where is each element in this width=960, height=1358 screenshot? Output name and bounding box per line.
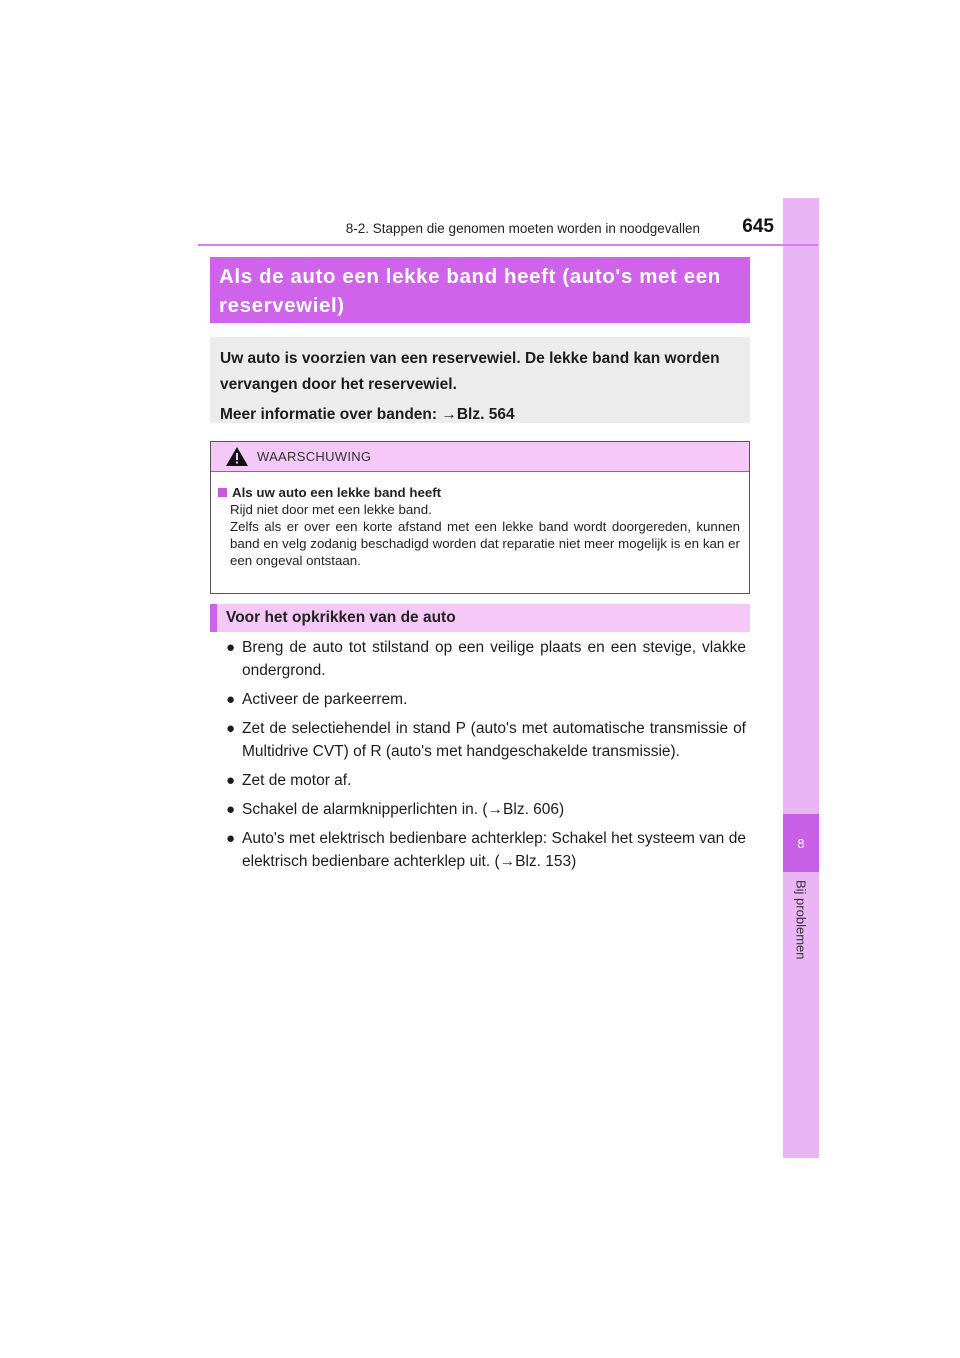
list-item: ● Zet de motor af.: [210, 769, 750, 792]
page-title: Als de auto een lekke band heeft (auto's met een reservewiel): [210, 257, 750, 323]
section-header: Voor het opkrikken van de auto: [210, 604, 750, 632]
list-item: ● Schakel de alarmknipperlichten in. (→Blz. 606): [210, 798, 750, 821]
warning-text-2: Zelfs als er over een korte afstand met een lekke band wordt doorgereden, kunnen band en velg zodanig beschadigd worden dat reparatie niet meer mogelijk is en kan er een ongeval ontstaan.: [230, 519, 740, 568]
bullet-icon: ●: [225, 639, 235, 656]
warning-box: [210, 441, 750, 594]
warning-triangle-icon: [225, 446, 249, 467]
warning-subtitle-text: Als uw auto een lekke band heeft: [232, 485, 442, 500]
breadcrumb: 8-2. Stappen die genomen moeten worden in noodgevallen: [345, 221, 700, 236]
page-number: 645: [742, 216, 774, 237]
warning-body: [211, 472, 749, 569]
list-item: ● Auto's met elektrisch bedienbare achterklep: Schakel het systeem van de elektrisch bedienbare achterklep uit. (→Blz. 153): [210, 827, 750, 873]
bullet-icon: ●: [225, 691, 235, 708]
bullet-icon: ●: [225, 801, 235, 818]
intro-line-2: Meer informatie over banden: →Blz. 564: [220, 406, 515, 423]
bullet-icon: ●: [225, 772, 235, 789]
warning-header: [211, 442, 749, 472]
bullet-icon: ●: [225, 830, 235, 847]
bullet-list: [210, 636, 750, 873]
side-tab: [783, 198, 819, 1158]
list-item: ● Zet de selectiehendel in stand P (auto's met automatische transmissie of Multidrive CVT) of R (auto's met handgeschakelde transmissie).: [210, 717, 750, 763]
header-rule: [198, 244, 818, 246]
intro-line-1: Uw auto is voorzien van een reservewiel. De lekke band kan worden vervangen door het reservewiel.: [220, 350, 720, 393]
bullet-icon: ●: [225, 720, 235, 737]
warning-text-1: Rijd niet door met een lekke band.: [230, 502, 432, 517]
warning-label: WAARSCHUWING: [257, 449, 372, 464]
list-item: ● Breng de auto tot stilstand op een veilige plaats en een stevige, vlakke ondergrond.: [210, 636, 750, 682]
warning-subtitle: [218, 484, 740, 501]
chapter-label: Bij problemen: [793, 880, 809, 960]
intro-box: [210, 337, 750, 423]
list-item: ● Activeer de parkeerrem.: [210, 688, 750, 711]
chapter-number: 8: [783, 814, 819, 872]
square-bullet-icon: [218, 488, 227, 497]
